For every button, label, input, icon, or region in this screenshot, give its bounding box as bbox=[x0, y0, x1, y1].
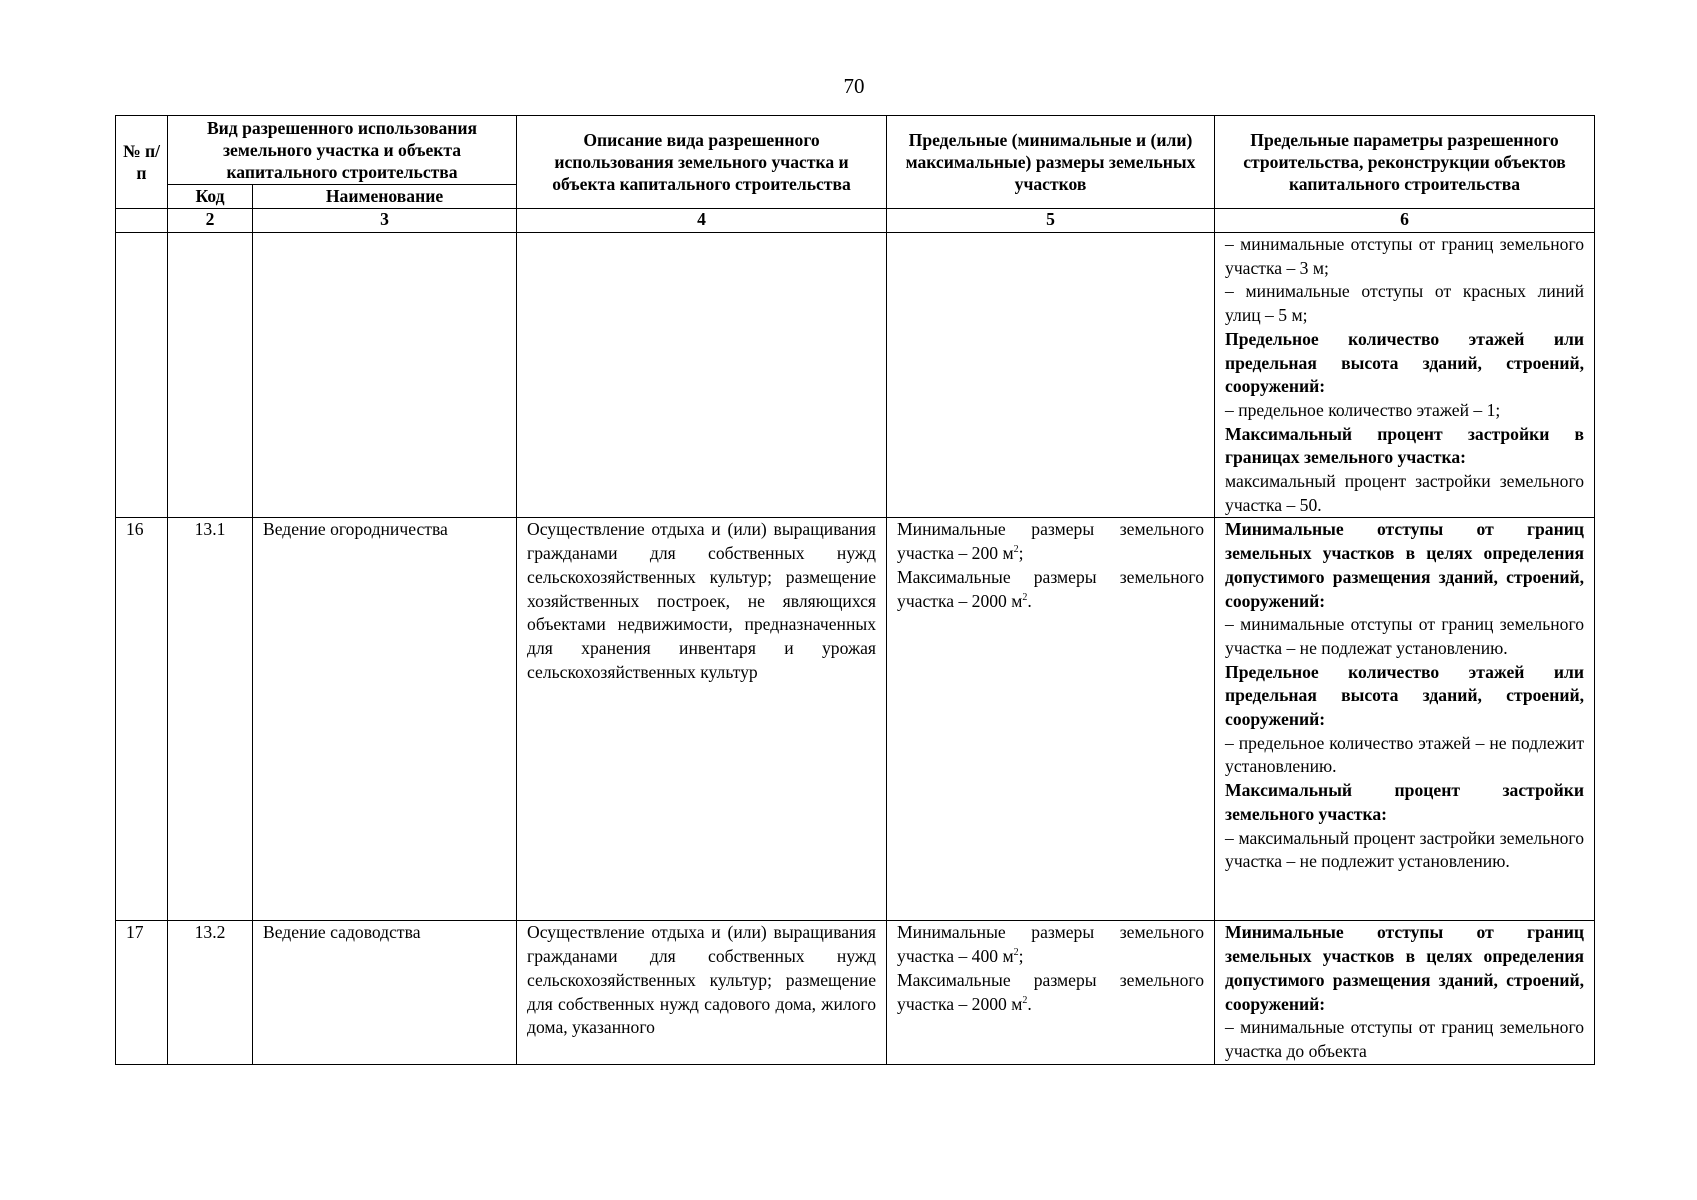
punctuation: ; bbox=[1018, 543, 1024, 564]
param-heading: Максимальный процент застройки земельного участка: bbox=[1225, 780, 1585, 824]
size-min-text: Минимальные размеры земельного участка – 200 м bbox=[897, 519, 1205, 564]
superscript: 2 bbox=[1022, 591, 1028, 603]
page-number: 70 bbox=[843, 74, 865, 98]
table-row bbox=[116, 233, 1595, 518]
col-number: 3 bbox=[253, 209, 517, 233]
cell-sizes bbox=[887, 921, 1215, 1064]
land-use-table bbox=[115, 115, 1595, 1065]
col-number: 5 bbox=[887, 209, 1215, 233]
cell-num: 17 bbox=[116, 921, 168, 1064]
header-use-type: Вид разрешенного использования земельного участка и объекта капитального строительства bbox=[168, 116, 517, 185]
cell-name: Ведение огородничества bbox=[253, 518, 517, 921]
size-min bbox=[897, 518, 1204, 565]
header-num: № п/п bbox=[116, 116, 168, 209]
size-max-text: Максимальные размеры земельного участка – 2000 м bbox=[897, 566, 1205, 611]
superscript: 2 bbox=[1013, 947, 1019, 959]
cell-params bbox=[1215, 233, 1595, 518]
cell-empty bbox=[253, 233, 517, 518]
column-numbers-row bbox=[116, 209, 1595, 233]
param-heading: Минимальные отступы от границ земельных участков в целях определения допустимого размещения зданий, строений, сооружений: bbox=[1225, 922, 1585, 1014]
punctuation: ; bbox=[1018, 946, 1024, 967]
cell-params bbox=[1215, 518, 1595, 921]
param-heading: Предельное количество этажей или предельная высота зданий, строений, сооружений: bbox=[1225, 328, 1585, 397]
cell-description: Осуществление отдыха и (или) выращивания гражданами для собственных нужд сельскохозяйственных культур; размещение для собственных нужд садового дома, жилого дома, указанного bbox=[517, 921, 887, 1064]
header-name: Наименование bbox=[253, 185, 517, 209]
cell-num: 16 bbox=[116, 518, 168, 921]
punctuation: . bbox=[1027, 993, 1032, 1014]
cell-params bbox=[1215, 921, 1595, 1064]
cell-description: Осуществление отдыха и (или) выращивания гражданами для собственных нужд сельскохозяйственных культур; размещение хозяйственных построек, не являющихся объектами недвижимости, предназначенных для хранения инвентаря и урожая сельскохозяйственных культур bbox=[517, 518, 887, 921]
col-number-blank bbox=[116, 209, 168, 233]
size-max-text: Максимальные размеры земельного участка – 2000 м bbox=[897, 969, 1205, 1014]
header-code: Код bbox=[168, 185, 253, 209]
cell-empty bbox=[116, 233, 168, 518]
col-number: 6 bbox=[1215, 209, 1595, 233]
param-line: – минимальные отступы от красных линий улиц – 5 м; bbox=[1225, 281, 1585, 326]
cell-code: 13.2 bbox=[168, 921, 253, 1064]
superscript: 2 bbox=[1013, 544, 1019, 556]
param-line: – предельное количество этажей – 1; bbox=[1225, 399, 1501, 420]
header-params: Предельные параметры разрешенного строительства, реконструкции объектов капитального строительства bbox=[1215, 116, 1595, 209]
cell-code: 13.1 bbox=[168, 518, 253, 921]
param-heading: Минимальные отступы от границ земельных участков в целях определения допустимого размещения зданий, строений, сооружений: bbox=[1225, 519, 1585, 611]
param-line: максимальный процент застройки земельного участка – 50. bbox=[1225, 471, 1585, 515]
superscript: 2 bbox=[1022, 994, 1028, 1006]
param-heading: Максимальный процент застройки в границах земельного участка: bbox=[1225, 423, 1585, 468]
param-line: – предельное количество этажей – не подлежит установлению. bbox=[1225, 732, 1585, 777]
table-row bbox=[116, 518, 1595, 921]
size-max bbox=[897, 566, 1204, 613]
col-number: 2 bbox=[168, 209, 253, 233]
header-row bbox=[116, 116, 1595, 185]
param-line: – минимальные отступы от границ земельного участка – не подлежат установлению. bbox=[1225, 614, 1585, 658]
size-max bbox=[897, 969, 1204, 1016]
size-min bbox=[897, 921, 1204, 968]
header-sizes: Предельные (минимальные и (или) максимальные) размеры земельных участков bbox=[887, 116, 1215, 209]
param-line: – минимальные отступы от границ земельного участка до объекта bbox=[1225, 1017, 1585, 1061]
size-min-text: Минимальные размеры земельного участка – 400 м bbox=[897, 922, 1205, 967]
param-heading: Предельное количество этажей или предельная высота зданий, строений, сооружений: bbox=[1225, 661, 1585, 730]
cell-empty bbox=[517, 233, 887, 518]
cell-sizes bbox=[887, 518, 1215, 921]
cell-empty bbox=[168, 233, 253, 518]
punctuation: . bbox=[1027, 590, 1032, 611]
cell-name: Ведение садоводства bbox=[253, 921, 517, 1064]
cell-empty bbox=[887, 233, 1215, 518]
header-description: Описание вида разрешенного использования земельного участка и объекта капитального строительства bbox=[517, 116, 887, 209]
table-row bbox=[116, 921, 1595, 1064]
param-line: – максимальный процент застройки земельного участка – не подлежит установлению. bbox=[1225, 827, 1585, 872]
param-line: – минимальные отступы от границ земельного участка – 3 м; bbox=[1225, 234, 1585, 278]
col-number: 4 bbox=[517, 209, 887, 233]
